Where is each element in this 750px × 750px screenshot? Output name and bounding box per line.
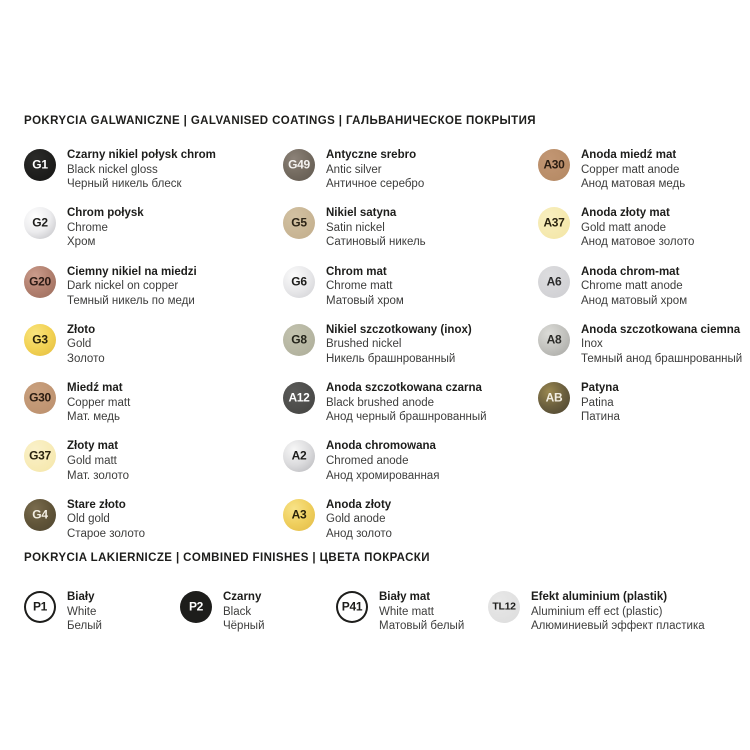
- finish-entry: [24, 381, 216, 439]
- finish-labels: [67, 265, 197, 309]
- finish-labels: [223, 590, 265, 634]
- finish-color-swatch: [283, 207, 315, 239]
- finish-name-en: Satin nickel: [326, 221, 385, 234]
- finish-name-ru: Золото: [67, 353, 105, 366]
- finish-entry: [283, 323, 487, 381]
- finish-name-pl: Chrom połysk: [67, 207, 144, 220]
- finish-labels: [67, 148, 216, 192]
- finish-color-swatch: [24, 324, 56, 356]
- finish-name-en: Aluminium eff ect (plastic): [531, 605, 663, 618]
- finish-name-en: Dark nickel on copper: [67, 280, 179, 293]
- finish-labels: [581, 323, 742, 367]
- finish-labels: [379, 590, 464, 634]
- finish-name-pl: Złoto: [67, 323, 96, 336]
- finish-name-pl: Anoda złoty mat: [581, 207, 670, 220]
- finish-name-en: Gold matt: [67, 455, 117, 468]
- finish-color-swatch: [180, 591, 212, 623]
- finish-color-swatch: [24, 382, 56, 414]
- finish-code: A12: [288, 390, 310, 405]
- finish-code: P2: [188, 599, 204, 614]
- finish-code: G3: [32, 332, 48, 347]
- finish-color-swatch: [24, 591, 56, 623]
- finish-name-ru: Матовый хром: [326, 294, 404, 307]
- finish-labels: [67, 498, 145, 542]
- finish-name-ru: Мат. золото: [67, 469, 130, 482]
- finish-color-swatch: [24, 207, 56, 239]
- finish-code: G2: [32, 215, 48, 230]
- finish-name-ru: Белый: [67, 620, 102, 633]
- finish-entry: [180, 590, 265, 634]
- finish-color-swatch: [538, 324, 570, 356]
- finish-labels: [581, 148, 685, 192]
- finish-labels: [326, 323, 472, 367]
- finish-name-pl: Biały mat: [379, 591, 431, 603]
- lacquer-section-title: POKRYCIA LAKIERNICZE | COMBINED FINISHES | ЦВЕТА ПОКРАСКИ: [24, 552, 430, 564]
- finish-code: G4: [32, 507, 48, 522]
- finish-labels: [67, 439, 129, 483]
- finish-name-pl: Złoty mat: [67, 440, 119, 453]
- finish-code: A2: [291, 448, 307, 463]
- finish-name-pl: Biały: [67, 591, 95, 603]
- finish-name-en: Gold anode: [326, 513, 386, 526]
- finish-code: TL12: [492, 600, 516, 613]
- finish-name-en: Black brushed anode: [326, 396, 435, 409]
- finish-color-swatch: [283, 324, 315, 356]
- finish-color-swatch: [538, 382, 570, 414]
- finish-name-en: Chrome matt anode: [581, 280, 683, 293]
- finish-code: G6: [291, 274, 307, 289]
- finish-name-pl: Nikiel satyna: [326, 207, 397, 220]
- finish-color-swatch: [283, 440, 315, 472]
- finish-name-en: White matt: [379, 605, 434, 618]
- finish-code: A8: [546, 332, 562, 347]
- finish-name-en: Old gold: [67, 513, 110, 526]
- finish-name-ru: Чёрный: [223, 620, 265, 633]
- finish-color-swatch: [24, 440, 56, 472]
- finish-labels: [326, 148, 424, 192]
- finish-name-ru: Анод матовое золото: [581, 236, 695, 249]
- finish-labels: [326, 265, 404, 309]
- finish-entry: [24, 439, 216, 497]
- finish-code: G1: [32, 157, 48, 172]
- finish-name-pl: Antyczne srebro: [326, 149, 417, 161]
- finish-entry: [283, 439, 487, 497]
- finish-code: G5: [291, 215, 307, 230]
- finish-code: G37: [29, 448, 51, 463]
- finish-labels: [581, 381, 620, 425]
- finish-labels: [531, 590, 705, 634]
- finish-labels: [67, 590, 102, 634]
- finish-color-swatch: [488, 591, 520, 623]
- finish-name-pl: Miedź mat: [67, 382, 123, 395]
- finish-color-swatch: [538, 266, 570, 298]
- finish-entry: [24, 148, 216, 206]
- finish-name-ru: Анод матовая медь: [581, 178, 686, 191]
- finish-labels: [581, 265, 687, 309]
- finish-name-ru: Темный никель по меди: [67, 294, 195, 307]
- finish-name-ru: Сатиновый никель: [326, 236, 426, 249]
- finish-entry: [24, 498, 216, 556]
- finish-code: A6: [546, 274, 562, 289]
- finish-entry: [538, 381, 742, 439]
- finish-name-pl: Anoda złoty: [326, 498, 392, 511]
- finish-name-ru: Патина: [581, 411, 620, 424]
- finish-name-ru: Анод черный брашнрованный: [326, 411, 487, 424]
- finish-color-swatch: [283, 382, 315, 414]
- finish-entry: [336, 590, 464, 634]
- finish-name-ru: Мат. медь: [67, 411, 120, 424]
- finish-code: A30: [543, 157, 565, 172]
- finish-code: AB: [545, 390, 563, 405]
- finish-name-en: Gold matt anode: [581, 221, 667, 234]
- finish-labels: [326, 439, 439, 483]
- finish-entry: [24, 590, 102, 634]
- finish-code: G20: [29, 274, 51, 289]
- finish-color-swatch: [24, 499, 56, 531]
- finish-code: G30: [29, 390, 51, 405]
- finish-name-pl: Anoda miedź mat: [581, 149, 677, 161]
- finish-entry: [538, 265, 742, 323]
- finish-name-en: Black: [223, 605, 252, 618]
- finish-code: P41: [341, 599, 363, 614]
- lacquer-row: [0, 590, 750, 650]
- galvanic-section-title: POKRYCIA GALWANICZNE | GALVANISED COATINGS | ГАЛЬВАНИЧЕСКОЕ ПОКРЫТИЯ: [24, 115, 536, 127]
- finish-color-swatch: [538, 149, 570, 181]
- finish-name-en: Copper matt: [67, 396, 131, 409]
- finish-name-pl: Ciemny nikiel na miedzi: [67, 265, 197, 278]
- finish-color-swatch: [24, 266, 56, 298]
- finish-name-pl: Efekt aluminium (plastik): [531, 591, 668, 603]
- finish-name-ru: Анод матовый хром: [581, 294, 688, 307]
- finish-labels: [67, 381, 130, 425]
- finish-labels: [326, 206, 426, 250]
- finish-name-pl: Anoda szczotkowana czarna: [326, 382, 482, 395]
- finish-name-pl: Anoda szczotkowana ciemna: [581, 323, 741, 336]
- finish-color-swatch: [283, 149, 315, 181]
- finish-entry: [24, 323, 216, 381]
- finish-entry: [283, 381, 487, 439]
- finish-labels: [581, 206, 694, 250]
- finish-entry: [283, 206, 487, 264]
- finish-name-pl: Anoda chrom-mat: [581, 265, 680, 278]
- finish-entry: [283, 265, 487, 323]
- finish-entry: [283, 498, 487, 556]
- finish-name-ru: Темный анод брашнрованный: [581, 353, 743, 366]
- finish-entry: [488, 590, 705, 634]
- finish-entry: [283, 148, 487, 206]
- finish-name-pl: Chrom mat: [326, 265, 387, 278]
- finish-labels: [326, 381, 487, 425]
- finish-name-ru: Матовый белый: [379, 620, 465, 633]
- finish-entry: [538, 323, 742, 381]
- finish-name-ru: Черный никель блеск: [67, 178, 182, 191]
- galvanic-column-3: [538, 148, 742, 439]
- finish-code: A37: [543, 215, 565, 230]
- finish-name-en: Gold: [67, 338, 92, 351]
- finish-name-ru: Старое золото: [67, 527, 146, 540]
- finish-name-pl: Czarny nikiel połysk chrom: [67, 149, 216, 161]
- galvanic-column-2: [283, 148, 487, 556]
- finish-code: G8: [291, 332, 307, 347]
- finish-name-en: Antic silver: [326, 163, 382, 176]
- galvanic-column-1: [24, 148, 216, 556]
- finish-labels: [67, 323, 105, 367]
- finish-name-en: Copper matt anode: [581, 163, 680, 176]
- finish-name-pl: Patyna: [581, 382, 619, 395]
- finish-name-en: Chrome: [67, 221, 108, 234]
- finish-color-swatch: [538, 207, 570, 239]
- finish-name-ru: Анод хромированная: [326, 469, 440, 482]
- finish-name-pl: Stare złoto: [67, 498, 126, 511]
- finish-name-pl: Nikiel szczotkowany (inox): [326, 323, 472, 336]
- finish-name-en: Inox: [581, 338, 603, 351]
- finish-name-ru: Античное серебро: [326, 178, 425, 191]
- finish-code: P1: [32, 599, 48, 614]
- finish-name-en: Black nickel gloss: [67, 163, 158, 176]
- finish-name-pl: Czarny: [223, 591, 262, 603]
- finish-color-swatch: [283, 499, 315, 531]
- finish-code: G49: [288, 157, 310, 172]
- finish-name-en: Chromed anode: [326, 455, 409, 468]
- finish-labels: [67, 206, 144, 250]
- finish-entry: [538, 148, 742, 206]
- finish-name-ru: Хром: [67, 236, 96, 249]
- finish-name-en: Brushed nickel: [326, 338, 402, 351]
- finish-entry: [24, 265, 216, 323]
- finish-code: A3: [291, 507, 307, 522]
- finish-color-swatch: [24, 149, 56, 181]
- finish-name-ru: Никель брашнрованный: [326, 353, 456, 366]
- finish-name-ru: Алюминиевый эффект пластика: [531, 620, 705, 633]
- finish-name-ru: Анод золото: [326, 527, 392, 540]
- finish-color-swatch: [283, 266, 315, 298]
- finish-color-swatch: [336, 591, 368, 623]
- finish-entry: [538, 206, 742, 264]
- finish-name-en: White: [67, 605, 97, 618]
- finish-name-en: Patina: [581, 396, 614, 409]
- finish-name-en: Chrome matt: [326, 280, 393, 293]
- finish-labels: [326, 498, 392, 542]
- finish-name-pl: Anoda chromowana: [326, 440, 436, 453]
- finish-entry: [24, 206, 216, 264]
